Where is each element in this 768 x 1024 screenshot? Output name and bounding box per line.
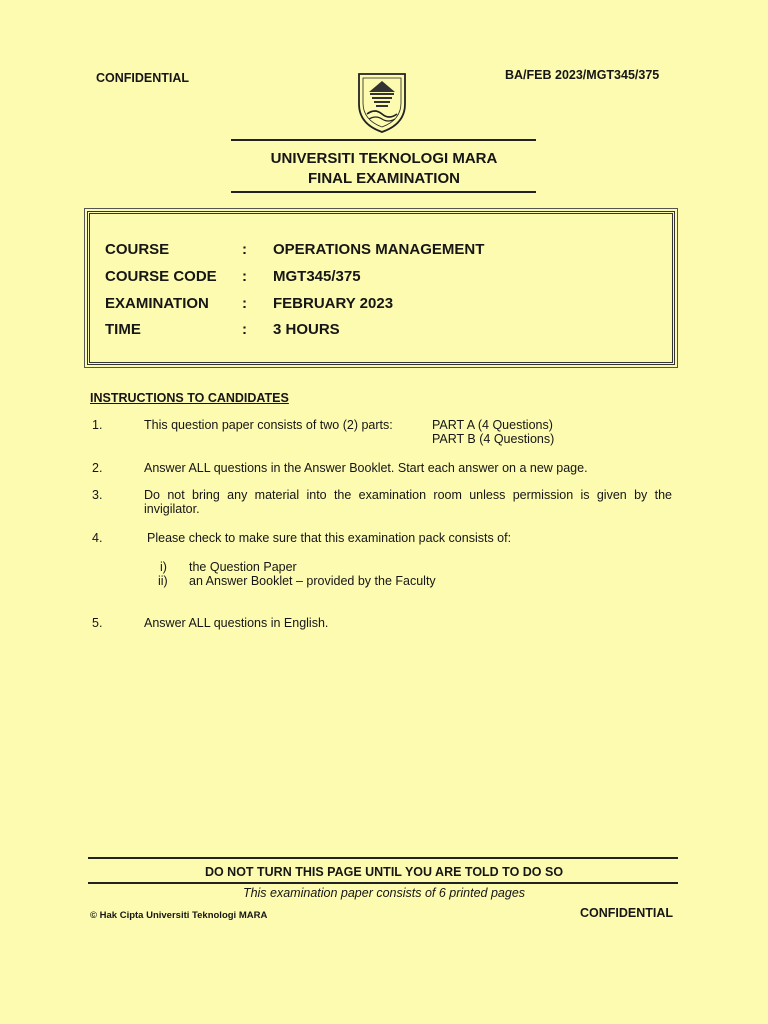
uitm-crest-icon	[355, 70, 409, 134]
footer-bottom-rule	[88, 882, 678, 884]
title-bottom-rule	[231, 191, 536, 193]
title-top-rule	[231, 139, 536, 141]
confidential-label: CONFIDENTIAL	[96, 71, 190, 85]
instructions-heading: INSTRUCTIONS TO CANDIDATES	[90, 391, 289, 405]
part-b-label: PART B (4 Questions)	[432, 432, 555, 446]
page-count-note: This examination paper consists of 6 printed pages	[242, 886, 526, 900]
course-details-box	[87, 211, 675, 365]
checklist-question-paper: the Question Paper	[189, 560, 297, 574]
footer-top-rule	[88, 857, 678, 859]
confidential-footer-label: CONFIDENTIAL	[580, 906, 674, 920]
do-not-turn-warning: DO NOT TURN THIS PAGE UNTIL YOU ARE TOLD TO DO SO	[204, 865, 564, 879]
part-a-label: PART A (4 Questions)	[432, 418, 553, 432]
checklist-answer-booklet: an Answer Booklet – provided by the Faculty	[189, 574, 436, 588]
exam-title: FINAL EXAMINATION	[308, 170, 460, 187]
exam-reference: BA/FEB 2023/MGT345/375	[505, 68, 660, 82]
copyright-notice: © Hak Cipta Universiti Teknologi MARA	[90, 910, 268, 921]
university-name: UNIVERSITI TEKNOLOGI MARA	[270, 150, 498, 167]
